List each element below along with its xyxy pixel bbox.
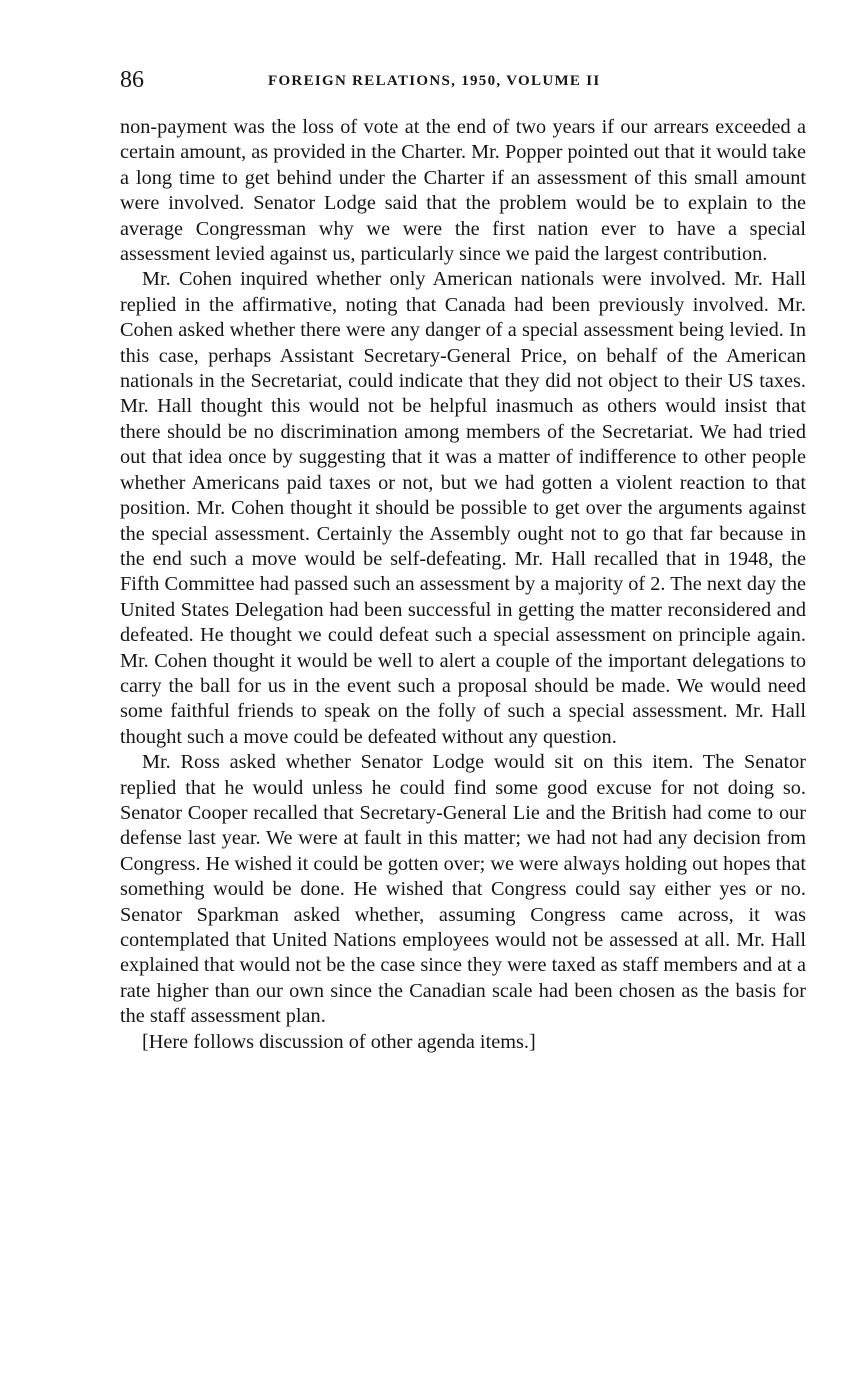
- running-title: FOREIGN RELATIONS, 1950, VOLUME II: [268, 73, 601, 89]
- running-head: [120, 64, 806, 96]
- editorial-note: [Here follows discussion of other agenda items.]: [142, 1030, 536, 1053]
- paragraph-cohen-inquiry: Mr. Cohen inquired whether only American nationals were involved. Mr. Hall replied in the affirmative, noting that Canada had been previously involved. Mr. Cohen asked whether there were any danger of a special assessment being levied. In this case, perhaps Assistant Secretary-General Price, on behalf of the American nationals in the Secretariat, could indicate that they did not object to their US taxes. Mr. Hall thought this would not be helpful inasmuch as others would insist that there should be no discrimination among members of the Secretariat. We had tried out that idea once by suggesting that it was a matter of indifference to other people whether Americans paid taxes or not, but we had gotten a violent reaction to that position. Mr. Cohen thought it should be possible to get over the arguments against the special assessment. Certainly the Assembly ought not to go that far because in the end such a move would be self-defeating. Mr. Hall recalled that in 1948, the Fifth Committee had passed such an assessment by a majority of 2. The next day the United States Delegation had been successful in getting the matter reconsidered and defeated. He thought we could defeat such a special assessment on principle again. Mr. Cohen thought it would be well to alert a couple of the important delegations to carry the ball for us in the event such a proposal should be made. We would need some faithful friends to speak on the folly of such a special assessment. Mr. Hall thought such a move could be defeated without any question.: [120, 268, 806, 748]
- paragraph-continuation: non-payment was the loss of vote at the end of two years if our arrears exceeded a certain amount, as provided in the Charter. Mr. Popper pointed out that it would take a long time to get behind under the Charter if an assessment of this small amount were involved. Senator Lodge said that the problem would be to explain to the average Congressman why we were the first nation ever to have a special assessment levied against us, particularly since we paid the largest contribution.: [120, 116, 806, 266]
- page-number: 86: [120, 67, 144, 93]
- body-text: [120, 115, 806, 1055]
- paragraph-ross-question: Mr. Ross asked whether Senator Lodge would sit on this item. The Senator replied that he would unless he could find some good excuse for not doing so. Senator Cooper recalled that Secretary-General Lie and the British had come to our defense last year. We were at fault in this matter; we had not had any decision from Congress. He wished it could be gotten over; we were always holding out hopes that something would be done. He wished that Congress could say either yes or no. Senator Sparkman asked whether, assuming Congress came across, it was contemplated that United Nations employees would not be assessed at all. Mr. Hall explained that would not be the case since they were taxed as staff members and at a rate higher than our own since the Canadian scale had been chosen as the basis for the staff assessment plan.: [120, 751, 806, 1028]
